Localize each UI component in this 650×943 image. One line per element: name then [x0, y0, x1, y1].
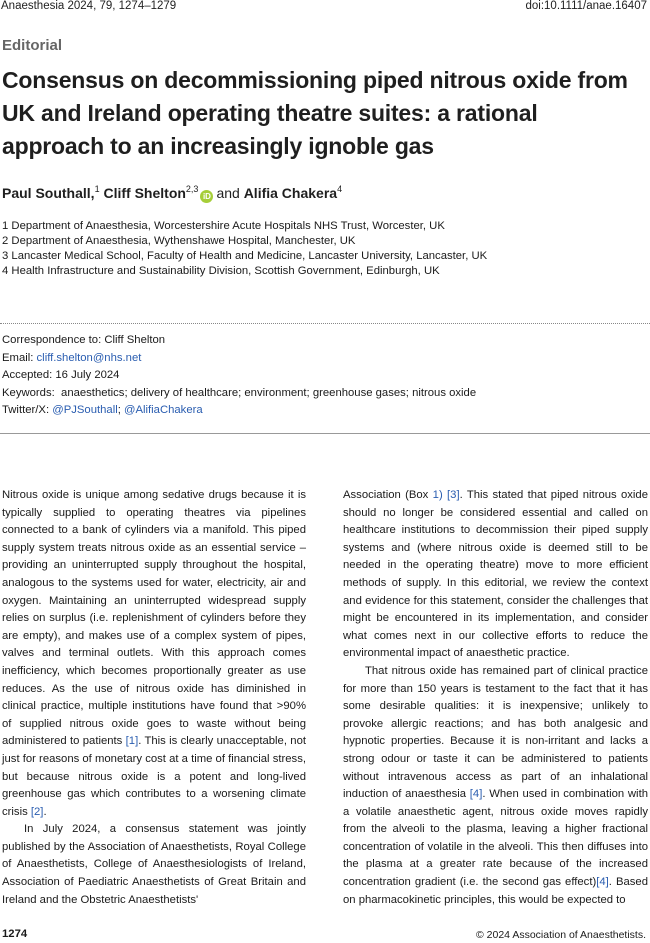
text-run: Nitrous oxide is unique among sedative drugs because it is typically supplied to operating theatres via pipelines connected to a bank of cylinders via a manifold. This piped supply system treats nitrous oxide as an essential service – providing an uninterrupted supply throughout the hospital, analogous to the systems used for water, electricity, air and oxygen. Maintaining an uninterrupted widespread supply relies on surplus (i.e. replenishment of cylinders before they are empty), and makes use of a complex system of pipes, valves and terminal outlets. With this approach comes inefficiency, which becomes proportionally greater as use reduces. As the use of nitrous oxide has diminished in clinical practice, multiple institutions have found that >90% of supplied nitrous oxide goes to waste without being administered to patients — [2, 489, 306, 748]
twitter-label: Twitter/X: — [2, 404, 50, 416]
correspondence-block — [2, 332, 476, 420]
twitter-link[interactable]: @AlifiaChakera — [124, 404, 203, 416]
citation-link[interactable]: [4] — [596, 876, 609, 889]
journal-citation: Anaesthesia 2024, 79, 1274–1279 — [1, 0, 177, 12]
doi[interactable]: doi:10.1111/anae.16407 — [525, 0, 647, 12]
corr-label: Correspondence to: — [2, 334, 102, 346]
email-link[interactable]: cliff.shelton@nhs.net — [36, 351, 142, 364]
accepted-date: 16 July 2024 — [55, 369, 120, 381]
affil-sup: 1 — [94, 184, 100, 194]
text-run: . This stated that piped nitrous oxide should no longer be considered essential and called on healthcare institutions to decommission their piped supply systems and (where nitrous oxide is deemed still to be needed in the operating theatre) move to more efficient methods of supply. In this editorial, we review the context and evidence for this statement, consider the challenges that might be encountered in its implementation, and consider what comes next in our collective efforts to reduce the environmental impact of anaesthetic practice. — [343, 489, 648, 660]
corr-name: Cliff Shelton — [104, 334, 166, 346]
body-paragraph — [343, 663, 648, 909]
author-name[interactable]: Alifia Chakera — [243, 185, 338, 201]
section-divider — [0, 433, 650, 434]
text-run: . Based on pharmacokinetic principles, this would be expected to — [343, 876, 648, 906]
email-label: Email: — [2, 351, 34, 364]
author-connector: and — [216, 185, 240, 201]
page-number: 1274 — [2, 928, 28, 940]
body-paragraph — [2, 487, 306, 821]
author-list — [2, 184, 342, 203]
affiliation: 1 Department of Anaesthesia, Worcestershire Acute Hospitals NHS Trust, Worcester, UK — [2, 220, 445, 232]
article-title: Consensus on decommissioning piped nitrous oxide from UK and Ireland operating theatre suites: a rational approach to an increasingly ignoble gas — [2, 67, 628, 159]
citation-link[interactable]: [1] — [125, 735, 139, 748]
keywords-label: Keywords: — [2, 386, 55, 399]
affil-sup: 2,3 — [185, 184, 199, 194]
body-paragraph — [343, 487, 648, 663]
running-header — [1, 0, 647, 14]
text-run: That nitrous oxide has remained part of clinical practice for more than 150 years is testament to the fact that it has some desirable qualities: it is inexpensive; unlikely to provoke allergic reactions; and has both analgesic and hypnotic properties. Because it is non-irritant and lacks a strong odour or taste it can be administered to patients without intravenous access as part of an inhalational induction of anaesthesia — [343, 664, 648, 801]
citation-link[interactable]: [3] — [447, 489, 460, 501]
affiliation: 4 Health Infrastructure and Sustainability Division, Scottish Government, Edinburgh, UK — [2, 265, 440, 277]
dotted-divider — [0, 323, 650, 324]
text-run: . This is clearly unacceptable, not just for reasons of monetary cost at a time of financial stress, but because nitrous oxide is a potent and long-lived greenhouse gas which contributes to a worsening climate crisis — [2, 735, 306, 818]
text-run: . — [43, 805, 47, 818]
copyright: © 2024 Association of Anaesthetists. — [475, 929, 646, 941]
keywords: anaesthetics; delivery of healthcare; environment; greenhouse gases; nitrous oxide — [61, 386, 477, 399]
citation-link[interactable]: [2] — [30, 805, 44, 818]
box-link[interactable]: 1) — [432, 489, 443, 501]
affil-sup: 4 — [337, 184, 343, 194]
body-column-left — [2, 487, 306, 909]
body-paragraph: In July 2024, a consensus statement was jointly published by the Association of Anaesthetists, Royal College of Anaesthetists, College of Anaesthesiologists of Ireland, Association of Paediatric Anaesthetists of Great Britain and Ireland and the Obstetric Anaesthetists' — [2, 823, 306, 906]
affiliation: 2 Department of Anaesthesia, Wythenshawe Hospital, Manchester, UK — [2, 235, 356, 247]
affiliations — [2, 219, 487, 279]
text-run: . When used in combination with a volatile anaesthetic agent, nitrous oxide moves rapidly from the alveoli to the plasma, leaving a higher fractional concentration of volatile in the alveoli. This then diffuses into the plasma at a greater rate because of the increased concentration gradient (i.e. the second gas effect) — [343, 788, 648, 889]
text-run: Association (Box — [343, 489, 429, 501]
orcid-icon[interactable]: iD — [200, 190, 213, 203]
affiliation: 3 Lancaster Medical School, Faculty of Health and Medicine, Lancaster University, Lancaster, UK — [2, 250, 488, 262]
section-label: Editorial — [2, 37, 63, 54]
author-name[interactable]: Cliff Shelton — [103, 185, 186, 201]
accepted-label: Accepted: — [2, 369, 53, 381]
twitter-link[interactable]: @PJSouthall — [52, 404, 118, 416]
citation-link[interactable]: [4] — [469, 788, 483, 801]
body-column-right — [343, 487, 648, 909]
author-name[interactable]: Paul Southall, — [2, 185, 95, 201]
twitter-separator: ; — [117, 404, 121, 416]
